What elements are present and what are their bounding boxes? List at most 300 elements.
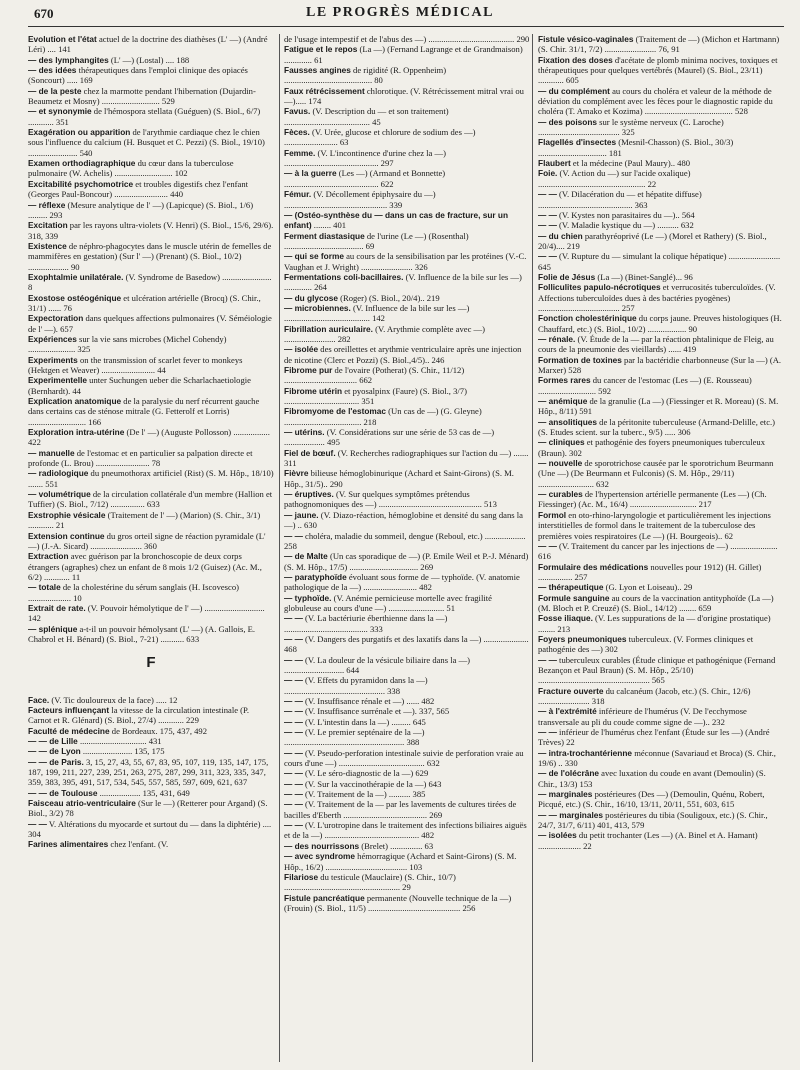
entry-text: (V. Traitement du cancer par les injections de —) ...................... 616 [538,540,778,562]
entry-heading: Ferment diastasique [284,230,365,241]
index-entry [28,603,274,624]
entry-heading: Farines alimentaires [28,839,109,850]
entry-heading: — splénique [28,623,78,634]
column-divider [532,34,533,1062]
index-entry [28,468,274,489]
entry-text: (V. L'urotropine dans le traitement des infections biliaires aiguës et de la —) ............................................ 482 [284,820,527,841]
entry-text: unter Suchungen ueber die Scharlachaetiologie (Bernhardt). 44 [28,375,251,396]
entry-text: (Roger) (S. Biol., 20/4).. 219 [337,292,440,303]
index-entry [28,179,274,200]
index-entry [538,272,784,282]
entry-heading: — jaune. [284,509,319,520]
index-entry [284,448,530,469]
entry-heading: Excitation [28,220,68,231]
entry-heading: — totale [28,582,61,593]
entry-text: (V. Recherches radiographiques sur l'action du —) ....... 311 [284,447,529,469]
index-column-1 [28,34,274,1064]
index-column-3 [538,34,784,1064]
entry-heading: — rénale. [538,333,576,344]
entry-text: (V. Anémie pernicieuse mortelle avec fragilité globuleuse au cours d'une —) .......................... 51 [284,592,492,613]
entry-text: parathyréoprivé (Le —) (Morel et Rathery) (S. Biol., 20/4).... 219 [538,230,767,251]
entry-text: du cancer de l'estomac (Les —) (E. Rousseau) ........................... 592 [538,375,752,396]
index-entry [284,841,530,851]
entry-heading: — manuelle [28,447,75,458]
entry-heading: — — de Lille [28,736,78,746]
index-entry [284,893,530,914]
entry-heading: — de la peste [28,85,82,96]
entry-text: (G. Lyon et Loiseau).. 29 [603,582,693,593]
entry-heading: Fémur. [284,189,312,200]
entry-heading: Formulaire des médications [538,561,649,572]
entry-text: (V. Description du — et son traitement) ........................................ 45 [284,106,449,127]
index-entry [28,200,274,221]
entry-heading: Flaubert [538,158,571,169]
entry-heading: Experimentelle [28,375,88,386]
entry-text: de la péritonite tuberculeuse (Armand-Delille, etc.) (S. Etudes scient. sur la tuberc., 9/5) ..... 306 [538,416,776,438]
index-entry [28,726,274,736]
index-entry [284,406,530,427]
entry-heading: — des poisons [538,116,598,127]
entry-heading: — isolées [538,830,577,841]
entry-text: (L' —) (Lostal) .... 188 [108,54,190,65]
journal-title: LE PROGRÈS MÉDICAL [305,5,495,20]
entry-text: inférieur de l'humérus chez l'enfant (Étude sur les —) (André Trèves) 22 [538,727,770,748]
entry-text: (V. Étude de la — par la réaction phtalinique de Fleig, au cours de la pneumonie des vieillards) ...... 419 [538,333,774,355]
entry-text: (V. Effets du pyramidon dans la —) ............................................... 338 [284,675,428,696]
entry-text: 3, 15, 27, 43, 55, 67, 83, 95, 107, 119, 135, 147, 175, 187, 199, 211, 227, 239, 251, 263, 275, 287, 299, 311, 323, 335, 347, 359, 383, 395, 491, 517, 534, 545, 557, 585, 597, 609, 621, 637 [28,756,269,788]
entry-text: (V. Diazo-réaction, hémoglobine et densité du sang dans la —) .. 630 [284,509,523,531]
index-entry [28,695,274,705]
index-entry [284,820,530,841]
entry-text: et pathogénie des foyers pneumoniques tuberculeux (Braun). 302 [538,437,765,458]
entry-heading: Formes rares [538,375,591,386]
index-entry [284,231,530,252]
index-entry [284,572,530,593]
entry-heading: — — [538,727,557,738]
entry-heading: Fièvre [284,468,309,479]
index-entry [28,241,274,272]
entry-heading: Formule sanguine [538,592,610,603]
entry-heading: — du glycose [284,292,338,303]
index-entry [284,386,530,407]
entry-heading: — utérins. [284,427,325,438]
index-entry [28,582,274,603]
entry-heading: — — [538,540,557,551]
entry-heading: — — de Lyon [28,746,81,757]
index-entry [28,705,274,726]
entry-heading: Folie de Jésus [538,271,596,282]
entry-heading: — thérapeutique [538,582,604,593]
index-entry [538,727,784,748]
entry-heading: Faculté de médecine [28,725,110,736]
page-number: 670 [34,6,54,21]
entry-heading: Fibrillation auriculaire. [284,323,373,334]
entry-text: au cours de la vaccination antityphoïde (La —) (M. Bloch et P. Creuzé) (S. Biol., 14/12) ........ 659 [538,592,774,613]
entry-heading: — — de Paris. [28,756,84,767]
entry-heading: Face. [28,694,50,705]
entry-heading: — — [284,789,303,800]
index-entry [28,788,274,798]
entry-heading: Fermentations coli-bacillaires. [284,271,404,282]
entry-heading: — à la guerre [284,168,337,179]
entry-heading: — de l'olécrâne [538,768,599,779]
entry-text: la vitesse de la circulation intestinale (P. Carnot et R. Glénard) (S. Biol., 27/4) ............ 229 [28,704,250,726]
index-entry [538,355,784,376]
entry-text: (V. Pseudo-perforation intestinale suivie de perforation vraie au cours d'une —) ........................................ 632 [284,747,524,769]
entry-heading: — ansolitiques [538,416,598,427]
entry-text: par la bactéridie charbonneuse (Sur la —) (A. Marxer) 528 [538,354,782,375]
index-entry [28,127,274,158]
index-entry [284,427,530,448]
entry-heading: — — [284,654,303,665]
entry-heading: Expériences [28,333,77,344]
index-entry [284,65,530,86]
index-entry [538,510,784,541]
entry-heading: — cliniques [538,437,585,448]
entry-text: chez la marmotte pendant l'hibernation (Dujardin-Beaumetz et Mosny) ........................... 529 [28,85,256,107]
entry-text: postérieures (Des —) (Demoulin, Quénu, Robert, Picqué, etc.) (S. Chir., 16/10, 13/11, 20/11, 551, 603, 615 [538,789,765,810]
entry-heading: Extraction [28,551,69,562]
entry-text: de la paralysie du nerf récurrent gauche dans certains cas de sténose mitrale (G. Fetterolf et Lorris) ........................... 166 [28,396,260,427]
entry-text: du corps jaune. Preuves histologiques (H. Chauffard, etc.) (S. Biol., 10/2) .................. 90 [538,313,782,334]
entry-text: et troubles digestifs chez l'enfant (Georges Paul-Boncour) ......................... 440 [28,178,249,200]
index-entry [538,396,784,417]
entry-text: postérieures du tibia (Souligoux, etc.) (S. Chir., 24/7, 31/7, 6/11) 401, 413, 579 [538,809,768,831]
entry-text: ........ 401 [311,220,347,231]
index-entry [538,86,784,117]
entry-text: ............................... 431 [77,736,162,746]
entry-text: (Sur le —) (Retterer pour Argand) (S. Biol., 3/2) 78 [28,798,268,819]
index-entry [538,231,784,252]
entry-heading: — — [284,613,303,624]
entry-heading: — radiologique [28,468,89,479]
entry-text: par les rayons ultra-violets (V. Henri) (S. Biol., 15/6, 29/6). 318, 339 [28,220,274,241]
entry-heading: — — de Toulouse [28,787,98,798]
entry-heading: — — [284,706,303,717]
index-entry [284,593,530,614]
entry-heading: Exophtalmie unilatérale. [28,271,124,282]
entry-heading: Examen orthodiagraphique [28,158,136,169]
index-entry [28,798,274,819]
index-entry [28,510,274,531]
entry-heading: Favus. [284,106,311,117]
entry-text: choléra, maladie du sommeil, dengue (Reboul, etc.) ................... 258 [284,530,526,551]
entry-text: sur la vie sans microbes (Michel Cohendy) ...................... 325 [28,333,227,355]
entry-text: du petit trochanter (Les —) (A. Binel et A. Hamant) .................... 22 [538,830,758,851]
entry-text: au cours du choléra et valeur de la méthode de déviation du complément avec les fèces pour le diagnostic rapide du choléra (T. Amako et Kozima) ......................................... 528 [538,85,773,117]
index-entry [284,799,530,820]
entry-heading: — du chien [538,230,583,241]
index-entry [538,562,784,583]
entry-text: du cœur dans la tuberculose pulmonaire (W. Achelis) ........................... 102 [28,158,234,179]
entry-text: V. Altérations du myocarde et surtout du — dans la diphtérie) .... 304 [28,818,272,840]
index-entry [284,148,530,169]
entry-heading: — paratyphoïde [284,571,347,582]
index-entry [28,313,274,334]
index-entry [28,531,274,552]
entry-text: avec luxation du coude en avant (Demoulin) (S. Chir., 13/3) 153 [538,768,766,789]
entry-text: hémorragique (Achard et Saint-Girons) (S. M. Hôp., 16/2) ...................................... 103 [284,851,517,872]
entry-heading: Fosse iliaque. [538,613,593,624]
index-entry [284,551,530,572]
index-entry [28,220,274,241]
index-entry [538,55,784,86]
index-entry [538,593,784,614]
index-entry [538,251,784,272]
entry-text: (Un cas de —) (G. Gleyne) .................................... 218 [284,406,482,427]
index-entry [284,44,530,65]
entry-heading: — — [284,727,303,738]
entry-heading: Faisceau atrio-ventriculaire [28,798,136,809]
index-entry [28,55,274,65]
entry-text: de l'urine (Le —) (Rosenthal) ..................................... 69 [284,230,469,251]
entry-heading: — anémique [538,396,588,407]
index-entry [28,272,274,293]
entry-heading: — (Ostéo-synthèse du — dans un cas de fracture, sur un enfant) [284,209,509,231]
entry-text: (V. Syndrome de Basedow) ....................... 8 [28,271,272,293]
entry-heading: — — [284,696,303,706]
entry-text: de néphro-phagocytes dans le muscle utérin de femelles de mammifères en gestation) (Sur l' —) (Prenant) (S. Biol., 10/2) ................... 90 [28,240,272,272]
index-entry [28,448,274,469]
entry-text: (V. Le premier septénaire de la —) ........................................................ 388 [284,727,425,748]
index-entry [28,746,274,756]
index-entry [538,313,784,334]
entry-heading: Expectoration [28,313,84,324]
entry-text: (Traitement de l' —) (Marion) (S. Chir., 3/1) ............ 21 [28,509,261,531]
index-entry [284,613,530,634]
index-entry [284,106,530,127]
index-entry [284,365,530,386]
entry-text: de Bordeaux. 175, 437, 492 [109,725,208,736]
index-entry [284,34,530,44]
index-entry [28,86,274,107]
entry-text: (V. Les suppurations de la — d'origine prostatique) ........ 213 [538,613,771,634]
entry-text: (Un cas sporadique de —) (P. Emile Weil et P.-J. Ménard) (S. M. Hôp., 17/5) ................................ 269 [284,551,529,572]
entry-text: de l'estomac et en particulier sa palpation directe et profonde (L. Brou) ......................... 78 [28,447,253,469]
entry-text: bilieuse hémoglobinurique (Achard et Saint-Girons) (S. M. Hôp., 31/5).. 290 [284,468,514,489]
entry-heading: — de Malte [284,551,328,562]
entry-text: (V. Dangers des purgatifs et des laxatifs dans la —) ..................... 468 [284,633,529,655]
index-entry [284,727,530,748]
entry-text: de la granulie (La —) (Fiessinger et R. Moreau) (S. M. Hôp., 8/11) 591 [538,396,779,417]
index-entry [284,468,530,489]
entry-heading: — — [538,251,557,262]
entry-text: (V. Insuffisance surrénale et —). 337, 565 [302,706,450,717]
entry-heading: — curables [538,489,583,500]
entry-text: de l'usage intempestif et de l'abus des —) ........................................ 290 [284,34,530,44]
index-entry [284,531,530,552]
index-entry [538,458,784,489]
index-entry [538,210,784,220]
index-entry [284,168,530,189]
entry-heading: — — [28,818,47,829]
entry-heading: Fèces. [284,127,310,138]
index-entry [538,334,784,355]
entry-heading: Exploration intra-utérine [28,427,125,438]
entry-heading: — — marginales [538,809,604,820]
entry-text: (De l' —) (Auguste Pollosson) ................. 422 [28,427,270,448]
entry-text: au cours de la sensibilisation par les protéines (V.-C. Vaughan et J. Wright) ........................ 326 [284,251,527,272]
index-entry [538,189,784,210]
entry-heading: — — [284,799,303,810]
entry-text: (V. Dilacération du — et hépatite diffuse) ............................................ 363 [538,189,702,210]
entry-heading: Flagellés d'insectes [538,137,617,148]
entry-text: tuberculeux. (V. Formes cliniques et pathogénie des —) 302 [538,633,754,655]
entry-text: (V. La douleur de la vésicule biliaire dans la —) ............................ 644 [284,654,471,675]
entry-text: (V. Rupture du — simulant la colique hépatique) ........................ 645 [538,251,781,272]
entry-heading: Fistule pancréatique [284,892,365,903]
entry-heading: Fatigue et le repos [284,44,358,55]
entry-heading: — nouvelle [538,458,583,469]
entry-text: (V. Kystes non parasitaires du —).. 564 [556,209,695,220]
entry-text: (V. Sur la vaccinothérapie de la —) 643 [302,778,442,789]
entry-heading: Formation de toxines [538,354,622,365]
entry-text: de l'arythmie cardiaque chez le chien sous l'influence du calcium (H. Busquet et C. Pezzi) (S. Biol., 19/10) ....................... 540 [28,127,265,158]
index-entry [28,106,274,127]
entry-heading: Existence [28,240,67,251]
index-entry [538,158,784,168]
index-entry [28,355,274,376]
entry-text: dans quelques affections pulmonaires (V. Séméiologie de l' —). 657 [28,313,272,334]
entry-heading: — du complément [538,85,610,96]
index-entry [284,251,530,272]
entry-text: (V. L'intestin dans la —) ......... 645 [302,716,426,727]
index-entry [538,582,784,592]
entry-heading: — marginales [538,789,593,800]
entry-text: (Brelet) ............... 63 [359,840,434,851]
entry-text: (La —) (Binet-Sanglé)... 96 [595,271,693,282]
header-rule [28,26,784,27]
entry-heading: Fonction cholestérinique [538,313,637,324]
entry-text: évoluant sous forme de — typhoïde. (V. anatomie pathologique de la —) ......................... 482 [284,571,520,593]
index-entry [284,634,530,655]
entry-heading: — — [284,530,303,541]
index-entry [538,168,784,189]
entry-text: de l'hémospora stellata (Guéguen) (S. Biol., 6/7) ............ 351 [28,106,261,127]
entry-heading: Femme. [284,147,316,158]
entry-text: tuberculeux curables (Étude clinique et pathogénique (Fernand Bezançon et Paul Braun) (S. M. Hôp., 25/10) .................................................... 565 [538,654,776,686]
entry-text: (V. L'incontinence d'urine chez la —) ............................................ 297 [284,147,446,169]
entry-heading: — — [538,220,557,231]
entry-heading: Fausses angines [284,65,351,76]
entry-heading: Exagération ou apparition [28,127,131,138]
entry-heading: — qui se forme [284,251,344,262]
index-entry [284,789,530,799]
entry-text: actuel de la doctrine des diathèses (L' —) (André Léri) .... 141 [28,34,268,55]
index-entry [28,375,274,396]
entry-text: de la circulation collatérale d'un membre (Hallion et Tuffier) (S. Biol., 7/12) ................ 633 [28,489,273,510]
entry-text: nouvelles pour 1912) (H. Gillet) ................ 257 [538,561,762,582]
index-entry [284,210,530,231]
index-entry [538,686,784,707]
entry-text: de l'hypertension artérielle permanente (Les —) (Ch. Fiessinger) (Ac. M., 16/4) ............................... 217 [538,489,767,510]
index-entry [28,757,274,788]
entry-heading: — éruptives. [284,489,334,500]
section-letter: F [146,654,156,672]
entry-text: thérapeutiques dans l'emploi clinique des opiacés (Soncourt) ..... 169 [28,65,248,86]
entry-heading: Fibrome utérin [284,385,343,396]
index-entry [28,489,274,510]
entry-text: on the transmission of scarlet fever to monkeys (Hektgen et Weaver) ......................... 44 [28,354,243,375]
entry-text: de la cholestérine du sérum sanglais (H. Iscovesco) .................... 10 [28,582,239,603]
entry-heading: — — [538,654,557,665]
entry-text: (V. Influence de la bile sur les —) ........................................ 142 [284,302,470,324]
entry-text: (Les —) (Armand et Bonnette) ............................................ 622 [284,168,446,189]
index-entry [538,220,784,230]
entry-text: inférieure de l'humérus (V. De l'ecchymose transversale au pli du coude comme signe de —).. 232 [538,706,747,727]
entry-heading: Folliculites papulo-nécrotiques [538,282,661,293]
entry-heading: — — [538,209,557,220]
index-entry [538,117,784,138]
index-entry [28,293,274,314]
index-entry [538,34,784,55]
entry-heading: Foie. [538,168,558,179]
index-entry [28,334,274,355]
index-entry [538,613,784,634]
entry-heading: — — [284,768,303,779]
entry-text: chez l'enfant. (V. [108,839,169,850]
index-entry [28,839,274,849]
entry-heading: — des idées [28,65,77,76]
entry-text: chlorotique. (V. Rétrécissement mitral vrai ou —)..... 174 [284,85,524,107]
entry-text: (V. Décollement épiphysaire du —) ................................................ 339 [284,189,436,210]
entry-text: des oreillettes et arythmie ventriculaire après une injection de nicotine (Clerc et Pozzi) (S. Biol.,4/5).. 246 [284,344,522,365]
entry-heading: Experiments [28,354,78,365]
entry-heading: Fistule vésico-vaginales [538,34,634,44]
index-entry [284,851,530,872]
index-entry [538,417,784,438]
entry-heading: Formol [538,509,567,520]
index-entry [284,303,530,324]
entry-text: (V. Action du —) sur l'acide oxalique) .................................................. 22 [538,168,691,189]
index-entry [284,675,530,696]
entry-text: du pneumothorax artificiel (Rist) (S. M. Hôp., 18/10) ....... 551 [28,468,274,489]
entry-text: (V. Maladie kystique du —) .......... 632 [556,220,694,231]
entry-text: du testicule (Mauclaire) (S. Chir., 10/7) ...................................................... 29 [284,871,456,893]
index-entry [538,375,784,396]
index-entry [284,489,530,510]
entry-text: sur le système nerveux (C. Laroche) ...................................... 325 [538,116,724,138]
entry-text: (Traitement de —) (Michon et Hartmann) (S. Chir. 31/1, 7/2) ........................ 76, 91 [538,34,780,55]
entry-text: du gros orteil signe de réaction pyramidale (L' —) (J.-A. Sicard) ........................ 360 [28,530,266,551]
entry-text: (V. Pouvoir hémolytique de l' —) ............................ 142 [28,602,265,624]
entry-text: avec guérison par la bronchoscopie de deux corps étrangers (agraphes) chez un enfant de 8 mois 1/2 (Guisez) (Ac. M., 6/2) ............ 11 [28,551,262,582]
entry-heading: Evolution et l'état [28,34,97,44]
index-entry [284,272,530,293]
entry-text: (V. Considérations sur une série de 53 cas de —) ................... 495 [284,427,495,448]
entry-heading: — volumétrique [28,489,91,500]
entry-text: (V. Sur quelques symptômes prétendus pathognomoniques des —) ................................................ 513 [284,489,497,510]
entry-heading: — des lymphangites [28,54,109,65]
column-divider [279,34,280,1062]
entry-text: de l'ovaire (Potherat) (S. Chir., 11/12) .................................. 662 [284,365,465,386]
index-entry [28,427,274,448]
entry-heading: — — [538,189,557,200]
index-entry [28,34,274,55]
entry-heading: — et synonymie [28,106,92,117]
index-entry [538,137,784,158]
entry-heading: — microbiennes. [284,302,351,313]
entry-text: permanente (Nouvelle technique de la —) (Frouin) (S. Biol., 11/5) ........................................... 256 [284,892,512,913]
entry-heading: Exostose ostéogénique [28,292,122,303]
entry-text: de rigidité (R. Oppenheim) ......................................... 80 [284,65,447,86]
entry-heading: Filariose [284,871,319,882]
index-entry [284,324,530,345]
entry-text: ....................... 135, 175 [80,746,165,757]
index-entry [284,86,530,107]
index-entry [28,65,274,86]
index-entry [284,344,530,365]
